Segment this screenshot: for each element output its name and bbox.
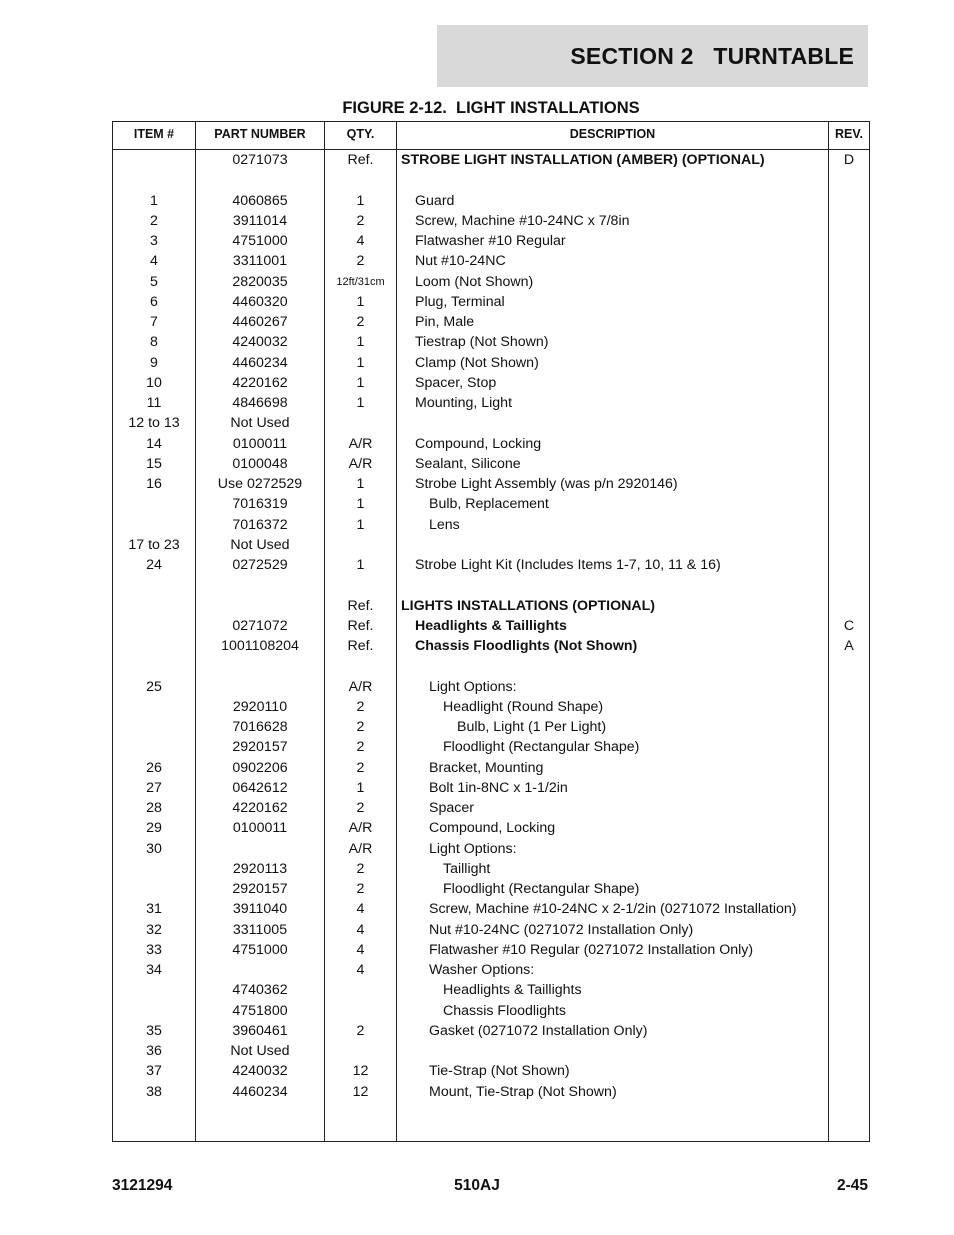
quantity: A/R [348, 820, 373, 837]
description: Floodlight (Rectangular Shape) [443, 881, 640, 897]
description: Mounting, Light [415, 395, 513, 411]
quantity: 2 [356, 314, 365, 330]
part-number: 3911040 [232, 901, 288, 918]
table-row [113, 677, 869, 697]
part-number: 0642612 [232, 779, 288, 796]
table-row [113, 555, 869, 575]
part-number: 0100011 [232, 435, 288, 452]
description: Spacer, Stop [415, 374, 497, 391]
description: Taillight [443, 860, 491, 877]
quantity: Ref. [347, 152, 374, 168]
description: Flatwasher #10 Regular [415, 233, 566, 249]
table-row [113, 454, 869, 474]
quantity: 1 [356, 334, 365, 351]
part-number: 4060865 [232, 192, 288, 209]
description: Light Options: [429, 840, 517, 857]
header-item: ITEM # [133, 127, 175, 141]
table-row [113, 1021, 869, 1041]
table-row [113, 413, 869, 433]
table-row [113, 697, 869, 717]
part-number: 4240032 [232, 1063, 288, 1080]
item-number: 1 [150, 192, 158, 209]
table-row [113, 211, 869, 231]
table-row [113, 494, 869, 514]
part-number: 7016372 [232, 516, 288, 533]
description: Gasket (0271072 Installation Only) [429, 1022, 648, 1039]
part-number: 4220162 [232, 374, 288, 391]
quantity: 1 [356, 516, 365, 533]
table-row [113, 737, 869, 757]
item-number: 15 [146, 455, 162, 472]
table-row [113, 434, 869, 454]
table-row [113, 940, 869, 960]
table-row [113, 920, 869, 940]
description: Chassis Floodlights (Not Shown) [415, 638, 638, 654]
table-row [113, 616, 869, 636]
table-row [113, 1001, 869, 1021]
part-number: 3911014 [232, 212, 288, 229]
table-row [113, 596, 869, 616]
description: Strobe Light Kit (Includes Items 1-7, 10, 11 & 16) [415, 557, 721, 573]
table-row [113, 170, 869, 190]
part-number: 4740362 [232, 982, 288, 999]
description: Headlights & Taillights [443, 982, 582, 999]
part-number: 4846698 [232, 395, 288, 411]
quantity: A/R [348, 840, 373, 857]
description: Compound, Locking [429, 820, 556, 837]
item-number: 36 [146, 1043, 162, 1059]
part-number: 0272529 [232, 557, 288, 573]
part-number: 0271073 [232, 152, 288, 168]
table-row [113, 150, 869, 170]
revision: A [844, 638, 854, 654]
quantity: 2 [356, 719, 365, 735]
table-row [113, 231, 869, 251]
quantity: 1 [356, 374, 365, 391]
table-row [113, 191, 869, 211]
item-number: 17 to 23 [128, 536, 180, 553]
quantity: A/R [348, 455, 373, 472]
description: Clamp (Not Shown) [415, 354, 539, 371]
description: Tiestrap (Not Shown) [415, 334, 549, 351]
quantity: 1 [356, 779, 365, 796]
table-row [113, 474, 869, 494]
table-row [113, 515, 869, 535]
quantity: A/R [348, 678, 373, 695]
table-row [113, 332, 869, 352]
footer-model: 510AJ [454, 1177, 500, 1194]
item-number: 29 [146, 820, 162, 837]
header-description: DESCRIPTION [569, 127, 656, 141]
table-row [113, 980, 869, 1000]
table-row [113, 859, 869, 879]
description: Flatwasher #10 Regular (0271072 Installation Only) [429, 941, 754, 958]
description: Spacer [429, 800, 474, 816]
description: Floodlight (Rectangular Shape) [443, 739, 640, 756]
description: Pin, Male [415, 314, 475, 330]
item-number: 24 [146, 557, 162, 573]
table-row [113, 251, 869, 271]
table-row [113, 798, 869, 818]
header-part-number: PART NUMBER [214, 127, 306, 141]
quantity: 4 [356, 233, 365, 249]
table-row [113, 312, 869, 332]
quantity: 1 [356, 557, 365, 573]
part-number: 4460267 [232, 314, 288, 330]
quantity: 1 [356, 476, 365, 492]
part-number: 4751000 [232, 233, 288, 249]
part-number: 3960461 [232, 1022, 288, 1039]
table-row [113, 839, 869, 859]
quantity: 2 [356, 800, 365, 816]
description: Bulb, Replacement [429, 496, 549, 513]
table-row [113, 899, 869, 919]
description: Nut #10-24NC (0271072 Installation Only) [429, 921, 694, 938]
description: Light Options: [429, 678, 517, 695]
description: Compound, Locking [415, 435, 542, 452]
parts-table [112, 121, 870, 1142]
table-row [113, 879, 869, 899]
part-number: 0271072 [232, 617, 288, 634]
description: Bolt 1in-8NC x 1-1/2in [429, 779, 568, 796]
part-number: 0100048 [232, 455, 288, 472]
figure-title: FIGURE 2-12. LIGHT INSTALLATIONS [342, 99, 640, 117]
quantity: 2 [356, 253, 365, 270]
item-number: 25 [146, 678, 162, 695]
table-row [113, 656, 869, 676]
description: Nut #10-24NC [415, 253, 506, 270]
part-number: 2920113 [232, 860, 288, 877]
item-number: 6 [150, 293, 158, 310]
item-number: 9 [150, 354, 158, 371]
item-number: 4 [150, 253, 158, 270]
quantity: 2 [356, 860, 365, 877]
description: Sealant, Silicone [415, 455, 521, 472]
description: Chassis Floodlights [443, 1002, 567, 1019]
item-number: 26 [146, 759, 162, 776]
footer-page-number: 2-45 [836, 1177, 868, 1194]
part-number: 3311001 [232, 253, 288, 270]
quantity: 1 [356, 395, 365, 411]
item-number: 35 [146, 1022, 162, 1039]
quantity: 2 [356, 739, 365, 756]
part-number: 4460234 [232, 354, 288, 371]
item-number: 38 [146, 1083, 162, 1100]
part-number: Not Used [230, 536, 290, 553]
table-row [113, 818, 869, 838]
revision: D [843, 152, 855, 168]
table-row [113, 353, 869, 373]
quantity: 1 [356, 293, 365, 310]
item-number: 27 [146, 779, 162, 796]
item-number: 7 [150, 314, 158, 330]
table-row [113, 1082, 869, 1102]
quantity: A/R [348, 435, 373, 452]
quantity: 1 [356, 354, 365, 371]
part-number: 0902206 [232, 759, 288, 776]
footer-doc-number: 3121294 [112, 1177, 173, 1194]
quantity: 4 [356, 901, 365, 918]
description: Bulb, Light (1 Per Light) [457, 719, 607, 735]
item-number: 8 [150, 334, 158, 351]
table-row [113, 292, 869, 312]
description: Tie-Strap (Not Shown) [429, 1063, 570, 1080]
description: Headlights & Taillights [415, 617, 567, 634]
table-row [113, 717, 869, 737]
part-number: 7016319 [232, 496, 288, 513]
part-number: 4240032 [232, 334, 288, 351]
description: Headlight (Round Shape) [443, 698, 604, 715]
quantity: Ref. [347, 597, 374, 614]
description: Strobe Light Assembly (was p/n 2920146) [415, 476, 678, 492]
header-rev: REV. [834, 127, 864, 141]
description: STROBE LIGHT INSTALLATION (AMBER) (OPTIONAL) [401, 152, 765, 168]
item-number: 12 to 13 [128, 415, 180, 432]
item-number: 28 [146, 800, 162, 816]
item-number: 33 [146, 941, 162, 958]
item-number: 10 [146, 374, 162, 391]
table-row [113, 758, 869, 778]
part-number: 1001108204 [221, 638, 299, 654]
quantity: 2 [356, 212, 365, 229]
item-number: 5 [150, 273, 158, 290]
part-number: Not Used [230, 415, 290, 432]
item-number: 3 [150, 233, 158, 249]
part-number: 3311005 [232, 921, 288, 938]
description: Mount, Tie-Strap (Not Shown) [429, 1083, 617, 1100]
description: Washer Options: [429, 962, 535, 978]
part-number: 4220162 [232, 800, 288, 816]
quantity: 2 [356, 759, 365, 776]
description: Screw, Machine #10-24NC x 7/8in [415, 212, 630, 229]
item-number: 31 [146, 901, 162, 918]
part-number: 2920110 [232, 698, 288, 715]
part-number: 2920157 [232, 739, 288, 756]
section-title: SECTION 2 TURNTABLE [570, 42, 854, 69]
table-row [113, 272, 869, 292]
table-row [113, 373, 869, 393]
part-number: 2820035 [232, 273, 288, 290]
part-number: 0100011 [232, 820, 288, 837]
section-banner [437, 25, 868, 87]
header-qty: QTY. [346, 127, 375, 141]
quantity: 2 [356, 1022, 365, 1039]
table-row [113, 778, 869, 798]
part-number: 4751000 [232, 941, 288, 958]
item-number: 37 [146, 1063, 162, 1080]
quantity: 12 [352, 1083, 369, 1100]
quantity: 4 [356, 962, 365, 978]
table-row [113, 960, 869, 980]
table-row [113, 575, 869, 595]
part-number: 2920157 [232, 881, 288, 897]
item-number: 30 [146, 840, 162, 857]
table-body [113, 150, 869, 1102]
item-number: 14 [146, 435, 162, 452]
table-row [113, 1061, 869, 1081]
description: Guard [415, 192, 455, 209]
description: Plug, Terminal [415, 293, 505, 310]
quantity: 2 [356, 698, 365, 715]
table-row [113, 636, 869, 656]
quantity: 1 [356, 496, 365, 513]
item-number: 34 [146, 962, 162, 978]
description: Screw, Machine #10-24NC x 2-1/2in (0271072 Installation) [429, 901, 797, 918]
quantity: 1 [356, 192, 365, 209]
quantity: 2 [356, 881, 365, 897]
quantity: 12ft/31cm [336, 275, 385, 288]
table-row [113, 1041, 869, 1061]
quantity: 4 [356, 941, 365, 958]
table-row [113, 535, 869, 555]
description: Bracket, Mounting [429, 759, 544, 776]
revision: C [843, 617, 855, 634]
table-header-row [113, 122, 869, 150]
description: Lens [429, 516, 460, 533]
quantity: 12 [352, 1063, 369, 1080]
part-number: 4751800 [232, 1002, 288, 1019]
item-number: 32 [146, 921, 162, 938]
description: Loom (Not Shown) [415, 273, 534, 290]
part-number: 4460234 [232, 1083, 288, 1100]
part-number: Not Used [230, 1043, 290, 1059]
item-number: 16 [146, 476, 162, 492]
item-number: 2 [150, 212, 158, 229]
table-row [113, 393, 869, 413]
part-number: Use 0272529 [217, 476, 303, 492]
part-number: 7016628 [232, 719, 288, 735]
quantity: Ref. [347, 617, 374, 634]
quantity: Ref. [347, 638, 374, 654]
part-number: 4460320 [232, 293, 288, 310]
item-number: 11 [146, 395, 162, 411]
quantity: 4 [356, 921, 365, 938]
description: LIGHTS INSTALLATIONS (OPTIONAL) [401, 597, 656, 614]
